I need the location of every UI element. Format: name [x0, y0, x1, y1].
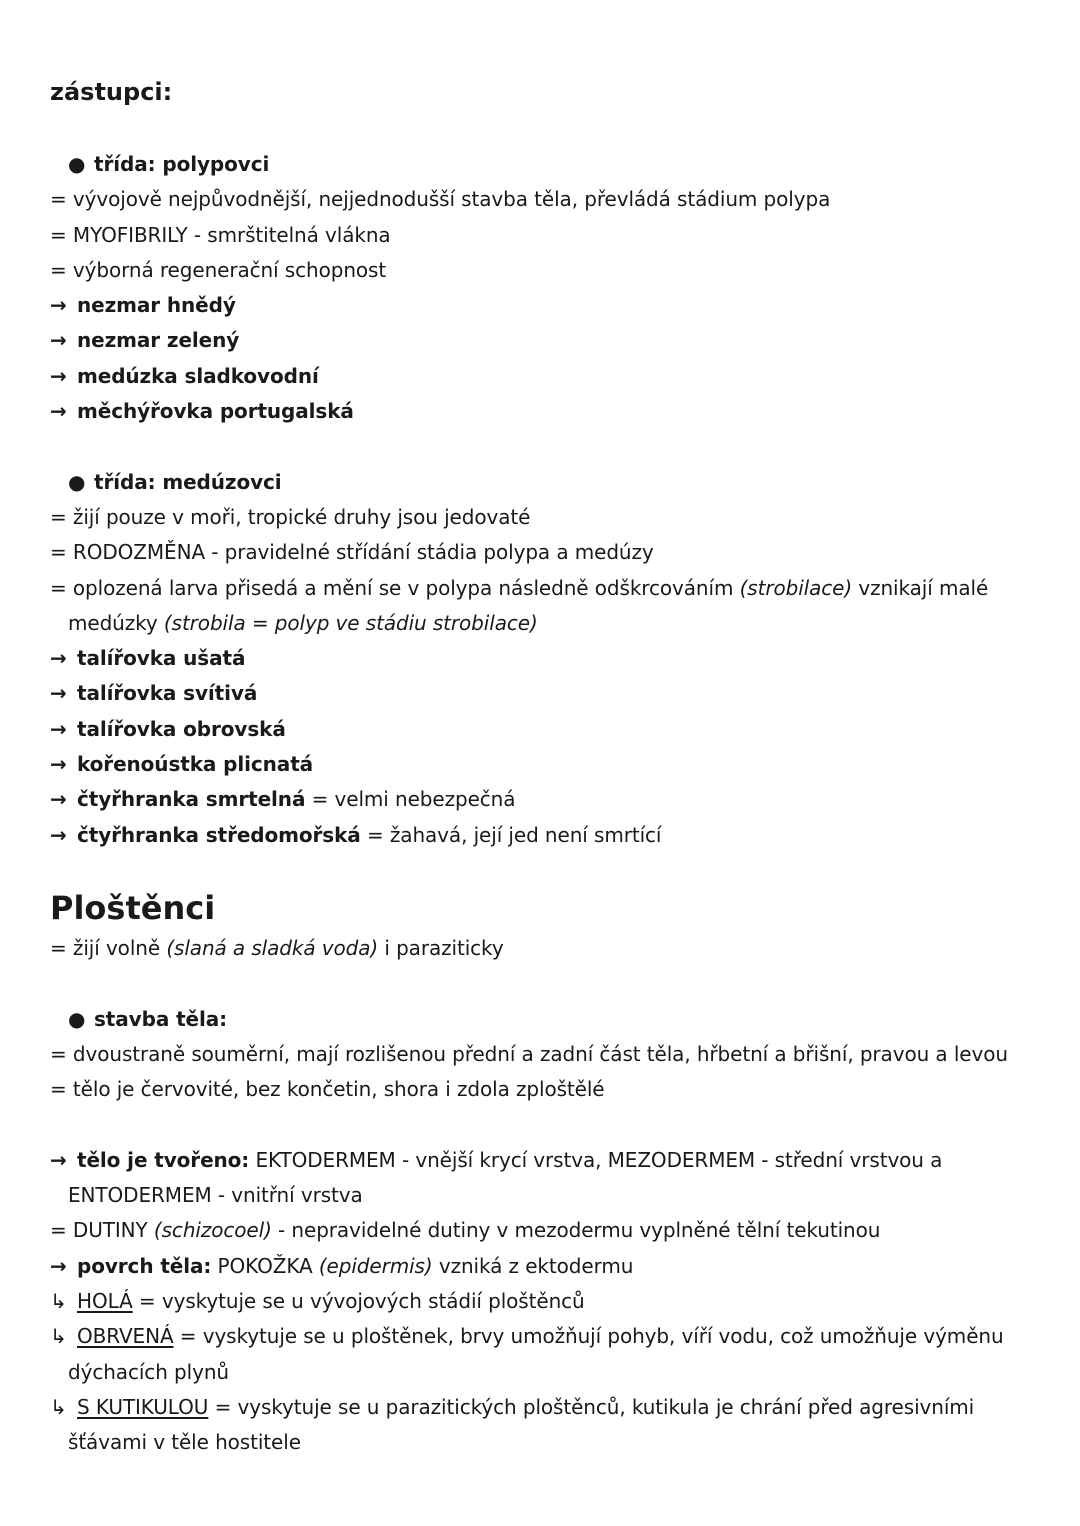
arrow-icon: → [50, 328, 67, 353]
bullet-label: třída: polypovci [94, 152, 270, 176]
subitem-arrow-icon: ↳ [50, 1324, 67, 1349]
species-item: → měchýřovka portugalská [50, 394, 1040, 429]
species-item: → talířovka ušatá [50, 641, 1040, 676]
species-item: → nezmar zelený [50, 323, 1040, 358]
spacer [50, 429, 1040, 464]
species-item: → nezmar hnědý [50, 288, 1040, 323]
species-item: → talířovka obrovská [50, 712, 1040, 747]
bullet-icon: ● [68, 152, 86, 176]
text-line-continued: šťávami v těle hostitele [68, 1430, 301, 1455]
sub-item-kutikula: ↳ S KUTIKULOU = vyskytuje se u parazitických ploštěnců, kutikula je chrání před agresivními [50, 1390, 1040, 1425]
arrow-icon: → [50, 1147, 67, 1172]
text-line: → povrch těla: POKOŽKA (epidermis) vzniká z ektodermu [50, 1249, 1040, 1284]
text-line: = MYOFIBRILY - smrštitelná vlákna [50, 222, 391, 247]
text-line: = tělo je červovité, bez končetin, shora i zdola zploštělé [50, 1077, 605, 1102]
section-heading-zastupci: zástupci: [50, 78, 173, 106]
bullet-label: třída: medúzovci [94, 469, 282, 494]
text-line: = DUTINY (schizocoel) - nepravidelné dutiny v mezodermu vyplněné tělní tekutinou [50, 1218, 881, 1243]
section-title-plostenci: Ploštěnci [50, 888, 216, 927]
sub-item-obrvena: ↳ OBRVENÁ = vyskytuje se u ploštěnek, brvy umožňují pohyb, víří vodu, což umožňuje výměnu [50, 1319, 1040, 1354]
species-item: → čtyřhranka smrtelná = velmi nebezpečná [50, 782, 1040, 817]
species-item: → medúzka sladkovodní [50, 359, 1040, 394]
sub-item-hola: ↳ HOLÁ = vyskytuje se u vývojových stádií ploštěnců [50, 1284, 1040, 1319]
bullet-stavba-tela [50, 1002, 1040, 1037]
arrow-icon: → [50, 752, 67, 777]
arrow-icon: → [50, 399, 67, 424]
text-line-continued: dýchacích plynů [68, 1359, 229, 1384]
text-line: = žijí volně (slaná a sladká voda) i paraziticky [50, 935, 504, 960]
species-item: → talířovka svítivá [50, 676, 1040, 711]
arrow-icon: → [50, 293, 67, 318]
spacer [50, 1107, 1040, 1142]
subitem-arrow-icon: ↳ [50, 1394, 67, 1419]
arrow-icon: → [50, 681, 67, 706]
text-line: = dvoustraně souměrní, mají rozlišenou přední a zadní část těla, hřbetní a břišní, pravou a levou [50, 1041, 1008, 1066]
bullet-icon: ● [68, 1006, 86, 1031]
bullet-label: stavba těla: [94, 1006, 228, 1031]
bullet-meduzovci [50, 465, 1040, 500]
bullet-icon: ● [68, 469, 86, 494]
text-line-continued: medúzky (strobila = polyp ve stádiu strobilace) [68, 610, 538, 635]
arrow-icon: → [50, 363, 67, 388]
arrow-icon: → [50, 716, 67, 741]
text-line-continued: ENTODERMEM - vnitřní vrstva [68, 1183, 363, 1208]
text-line: = výborná regenerační schopnost [50, 257, 387, 282]
species-item: → čtyřhranka středomořská = žahavá, její jed není smrtící [50, 818, 1040, 853]
arrow-icon: → [50, 646, 67, 671]
text-line: → tělo je tvořeno: EKTODERMEM - vnější krycí vrstva, MEZODERMEM - střední vrstvou a [50, 1143, 1040, 1178]
arrow-icon: → [50, 787, 67, 812]
text-line: = RODOZMĚNA - pravidelné střídání stádia polypa a medúzy [50, 540, 654, 565]
spacer [50, 966, 1040, 1001]
text-line: = oplozená larva přisedá a mění se v polypa následně odškrcováním (strobilace) vznikají malé [50, 575, 989, 600]
subitem-arrow-icon: ↳ [50, 1288, 67, 1313]
arrow-icon: → [50, 1253, 67, 1278]
arrow-icon: → [50, 822, 67, 847]
text-line: = vývojově nejpůvodnější, nejjednodušší stavba těla, převládá stádium polypa [50, 187, 831, 212]
text-line: = žijí pouze v moři, tropické druhy jsou jedovaté [50, 504, 531, 529]
bullet-polypovci [50, 147, 1040, 182]
species-item: → kořenoústka plicnatá [50, 747, 1040, 782]
